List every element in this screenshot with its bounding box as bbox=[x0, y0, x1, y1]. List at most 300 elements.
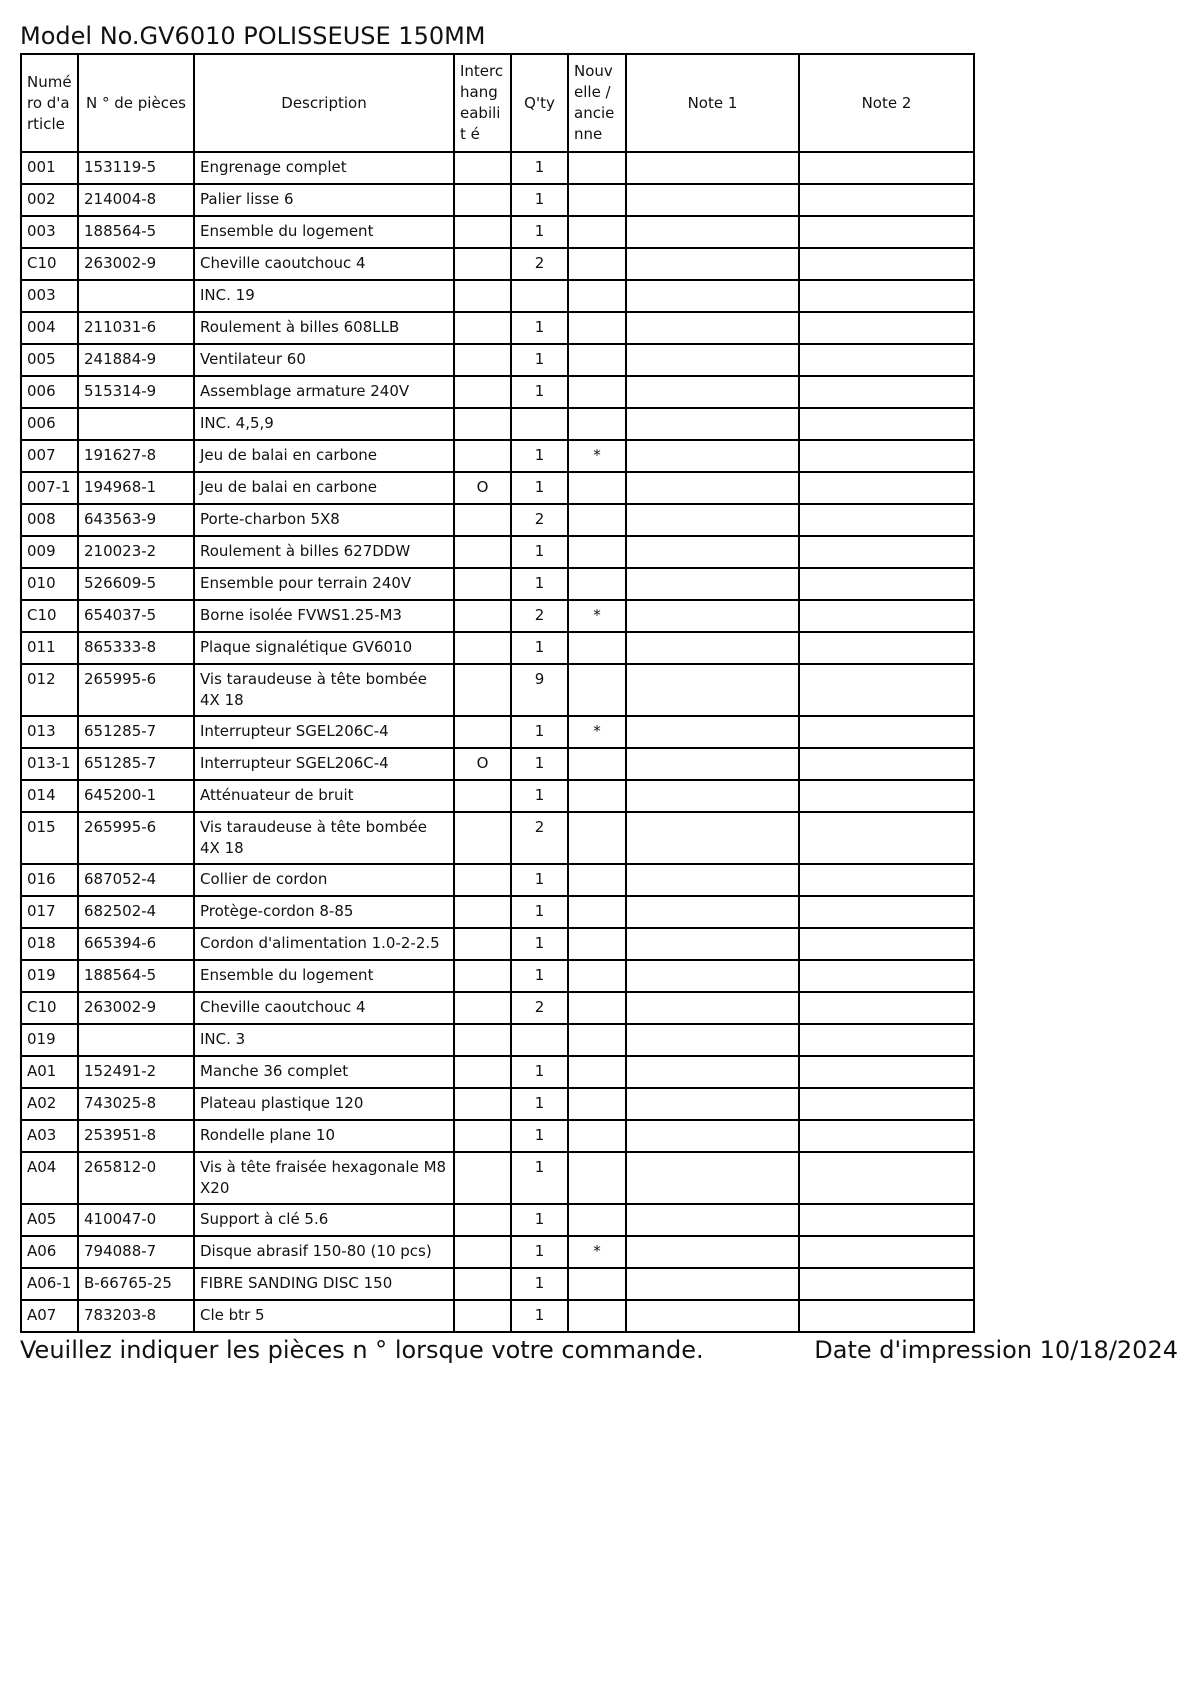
cell-item-number: 013-1 bbox=[21, 748, 78, 780]
cell-interchangeability bbox=[454, 376, 511, 408]
header-new-old: Nouv elle / ancie nne bbox=[568, 54, 626, 152]
cell-note-2 bbox=[799, 248, 974, 280]
cell-new-old bbox=[568, 280, 626, 312]
cell-quantity bbox=[511, 1024, 568, 1056]
cell-new-old bbox=[568, 536, 626, 568]
cell-description: Assemblage armature 240V bbox=[194, 376, 454, 408]
cell-new-old: * bbox=[568, 440, 626, 472]
cell-item-number: 008 bbox=[21, 504, 78, 536]
cell-new-old bbox=[568, 344, 626, 376]
cell-part-number: 153119-5 bbox=[78, 152, 194, 184]
cell-part-number: 188564-5 bbox=[78, 216, 194, 248]
table-row bbox=[21, 780, 974, 812]
cell-note-2 bbox=[799, 1204, 974, 1236]
cell-new-old bbox=[568, 1300, 626, 1332]
cell-description: Collier de cordon bbox=[194, 864, 454, 896]
header-part-number: N ° de pièces bbox=[78, 54, 194, 152]
cell-description: Vis taraudeuse à tête bombée 4X 18 bbox=[194, 812, 454, 864]
cell-note-1 bbox=[626, 152, 799, 184]
cell-quantity: 1 bbox=[511, 1120, 568, 1152]
table-row bbox=[21, 1120, 974, 1152]
table-row bbox=[21, 408, 974, 440]
table-row bbox=[21, 280, 974, 312]
cell-description: Ensemble du logement bbox=[194, 960, 454, 992]
table-row bbox=[21, 1236, 974, 1268]
cell-description: FIBRE SANDING DISC 150 bbox=[194, 1268, 454, 1300]
cell-part-number: 643563-9 bbox=[78, 504, 194, 536]
cell-part-number: 253951-8 bbox=[78, 1120, 194, 1152]
table-row bbox=[21, 376, 974, 408]
cell-interchangeability bbox=[454, 536, 511, 568]
cell-item-number: 010 bbox=[21, 568, 78, 600]
cell-new-old bbox=[568, 1204, 626, 1236]
cell-note-1 bbox=[626, 1024, 799, 1056]
cell-item-number: 001 bbox=[21, 152, 78, 184]
cell-note-1 bbox=[626, 748, 799, 780]
cell-description: Roulement à billes 608LLB bbox=[194, 312, 454, 344]
cell-note-2 bbox=[799, 440, 974, 472]
cell-new-old bbox=[568, 184, 626, 216]
cell-item-number: A06-1 bbox=[21, 1268, 78, 1300]
print-date: Date d'impression 10/18/2024 bbox=[814, 1336, 1178, 1364]
cell-note-1 bbox=[626, 280, 799, 312]
parts-table bbox=[20, 53, 975, 1333]
cell-note-2 bbox=[799, 1120, 974, 1152]
cell-description: Atténuateur de bruit bbox=[194, 780, 454, 812]
cell-description: Vis taraudeuse à tête bombée 4X 18 bbox=[194, 664, 454, 716]
cell-quantity: 1 bbox=[511, 748, 568, 780]
cell-part-number: 241884-9 bbox=[78, 344, 194, 376]
table-row bbox=[21, 1024, 974, 1056]
cell-note-2 bbox=[799, 376, 974, 408]
cell-part-number: B-66765-25 bbox=[78, 1268, 194, 1300]
cell-item-number: 013 bbox=[21, 716, 78, 748]
cell-part-number: 654037-5 bbox=[78, 600, 194, 632]
cell-note-2 bbox=[799, 1056, 974, 1088]
cell-quantity: 2 bbox=[511, 992, 568, 1024]
header-note-1: Note 1 bbox=[626, 54, 799, 152]
cell-item-number: A06 bbox=[21, 1236, 78, 1268]
table-row bbox=[21, 568, 974, 600]
cell-part-number: 526609-5 bbox=[78, 568, 194, 600]
cell-note-2 bbox=[799, 632, 974, 664]
cell-interchangeability bbox=[454, 1268, 511, 1300]
cell-interchangeability bbox=[454, 1300, 511, 1332]
cell-part-number bbox=[78, 1024, 194, 1056]
cell-note-1 bbox=[626, 812, 799, 864]
cell-note-1 bbox=[626, 600, 799, 632]
cell-interchangeability bbox=[454, 600, 511, 632]
cell-note-2 bbox=[799, 1300, 974, 1332]
cell-part-number: 410047-0 bbox=[78, 1204, 194, 1236]
table-row bbox=[21, 992, 974, 1024]
cell-part-number: 794088-7 bbox=[78, 1236, 194, 1268]
cell-part-number: 194968-1 bbox=[78, 472, 194, 504]
cell-note-2 bbox=[799, 184, 974, 216]
cell-note-2 bbox=[799, 896, 974, 928]
table-row bbox=[21, 248, 974, 280]
cell-new-old bbox=[568, 928, 626, 960]
cell-new-old bbox=[568, 1088, 626, 1120]
cell-new-old: * bbox=[568, 716, 626, 748]
cell-interchangeability bbox=[454, 216, 511, 248]
cell-note-1 bbox=[626, 992, 799, 1024]
cell-description: INC. 19 bbox=[194, 280, 454, 312]
cell-new-old bbox=[568, 992, 626, 1024]
cell-description: Manche 36 complet bbox=[194, 1056, 454, 1088]
cell-description: Porte-charbon 5X8 bbox=[194, 504, 454, 536]
table-row bbox=[21, 748, 974, 780]
cell-part-number bbox=[78, 408, 194, 440]
cell-description: Plaque signalétique GV6010 bbox=[194, 632, 454, 664]
cell-interchangeability bbox=[454, 1088, 511, 1120]
cell-item-number: A01 bbox=[21, 1056, 78, 1088]
cell-description: Engrenage complet bbox=[194, 152, 454, 184]
cell-item-number: C10 bbox=[21, 600, 78, 632]
cell-item-number: 007-1 bbox=[21, 472, 78, 504]
cell-item-number: 009 bbox=[21, 536, 78, 568]
cell-quantity: 1 bbox=[511, 472, 568, 504]
cell-item-number: 015 bbox=[21, 812, 78, 864]
table-row bbox=[21, 960, 974, 992]
cell-interchangeability bbox=[454, 1152, 511, 1204]
cell-interchangeability: O bbox=[454, 748, 511, 780]
cell-part-number: 265995-6 bbox=[78, 664, 194, 716]
cell-new-old bbox=[568, 408, 626, 440]
cell-quantity: 1 bbox=[511, 344, 568, 376]
cell-quantity: 2 bbox=[511, 600, 568, 632]
cell-note-1 bbox=[626, 408, 799, 440]
document-title: Model No.GV6010 POLISSEUSE 150MM bbox=[20, 22, 486, 50]
cell-quantity: 1 bbox=[511, 536, 568, 568]
cell-part-number: 265812-0 bbox=[78, 1152, 194, 1204]
cell-note-2 bbox=[799, 1268, 974, 1300]
cell-note-1 bbox=[626, 960, 799, 992]
cell-quantity: 1 bbox=[511, 960, 568, 992]
table-row bbox=[21, 600, 974, 632]
table-row bbox=[21, 1056, 974, 1088]
cell-note-1 bbox=[626, 1056, 799, 1088]
cell-interchangeability bbox=[454, 632, 511, 664]
cell-quantity: 2 bbox=[511, 248, 568, 280]
cell-note-2 bbox=[799, 864, 974, 896]
cell-part-number: 651285-7 bbox=[78, 748, 194, 780]
cell-note-2 bbox=[799, 664, 974, 716]
cell-note-1 bbox=[626, 504, 799, 536]
cell-new-old bbox=[568, 960, 626, 992]
cell-interchangeability bbox=[454, 960, 511, 992]
cell-description: Interrupteur SGEL206C-4 bbox=[194, 748, 454, 780]
table-row bbox=[21, 928, 974, 960]
table-row bbox=[21, 1152, 974, 1204]
cell-description: Support à clé 5.6 bbox=[194, 1204, 454, 1236]
cell-description: Jeu de balai en carbone bbox=[194, 472, 454, 504]
cell-part-number: 263002-9 bbox=[78, 992, 194, 1024]
cell-note-1 bbox=[626, 184, 799, 216]
cell-note-2 bbox=[799, 960, 974, 992]
cell-interchangeability bbox=[454, 184, 511, 216]
cell-note-2 bbox=[799, 280, 974, 312]
cell-new-old bbox=[568, 504, 626, 536]
cell-note-2 bbox=[799, 812, 974, 864]
cell-quantity: 1 bbox=[511, 896, 568, 928]
cell-item-number: 006 bbox=[21, 376, 78, 408]
cell-description: Cle btr 5 bbox=[194, 1300, 454, 1332]
cell-note-1 bbox=[626, 376, 799, 408]
table-row bbox=[21, 1204, 974, 1236]
cell-interchangeability bbox=[454, 864, 511, 896]
cell-note-1 bbox=[626, 632, 799, 664]
cell-note-1 bbox=[626, 248, 799, 280]
cell-part-number: 191627-8 bbox=[78, 440, 194, 472]
cell-note-2 bbox=[799, 536, 974, 568]
cell-note-1 bbox=[626, 928, 799, 960]
cell-quantity: 1 bbox=[511, 928, 568, 960]
cell-note-1 bbox=[626, 312, 799, 344]
cell-interchangeability bbox=[454, 1056, 511, 1088]
cell-note-1 bbox=[626, 1300, 799, 1332]
table-row bbox=[21, 1300, 974, 1332]
cell-part-number: 865333-8 bbox=[78, 632, 194, 664]
header-interchangeability: Interc hang eabilit é bbox=[454, 54, 511, 152]
cell-description: Plateau plastique 120 bbox=[194, 1088, 454, 1120]
header-quantity: Q'ty bbox=[511, 54, 568, 152]
cell-description: Cheville caoutchouc 4 bbox=[194, 992, 454, 1024]
cell-quantity bbox=[511, 408, 568, 440]
cell-item-number: 003 bbox=[21, 216, 78, 248]
cell-note-2 bbox=[799, 504, 974, 536]
cell-interchangeability bbox=[454, 440, 511, 472]
cell-note-2 bbox=[799, 780, 974, 812]
cell-interchangeability: O bbox=[454, 472, 511, 504]
table-row bbox=[21, 632, 974, 664]
header-description: Description bbox=[194, 54, 454, 152]
cell-quantity: 1 bbox=[511, 568, 568, 600]
cell-note-2 bbox=[799, 1024, 974, 1056]
cell-new-old bbox=[568, 812, 626, 864]
cell-quantity: 1 bbox=[511, 1088, 568, 1120]
cell-interchangeability bbox=[454, 812, 511, 864]
cell-interchangeability bbox=[454, 1120, 511, 1152]
table-row bbox=[21, 216, 974, 248]
cell-description: Palier lisse 6 bbox=[194, 184, 454, 216]
cell-new-old bbox=[568, 1268, 626, 1300]
cell-note-1 bbox=[626, 472, 799, 504]
table-row bbox=[21, 312, 974, 344]
cell-description: Interrupteur SGEL206C-4 bbox=[194, 716, 454, 748]
cell-part-number: 263002-9 bbox=[78, 248, 194, 280]
table-row bbox=[21, 812, 974, 864]
cell-interchangeability bbox=[454, 568, 511, 600]
cell-note-2 bbox=[799, 600, 974, 632]
cell-quantity: 9 bbox=[511, 664, 568, 716]
header-item-number: Numé ro d'a rticle bbox=[21, 54, 78, 152]
parts-table-body bbox=[21, 152, 974, 1332]
cell-interchangeability bbox=[454, 408, 511, 440]
cell-description: Protège-cordon 8-85 bbox=[194, 896, 454, 928]
cell-note-1 bbox=[626, 1236, 799, 1268]
cell-item-number: C10 bbox=[21, 992, 78, 1024]
cell-part-number: 665394-6 bbox=[78, 928, 194, 960]
cell-part-number: 651285-7 bbox=[78, 716, 194, 748]
cell-item-number: 019 bbox=[21, 960, 78, 992]
cell-interchangeability bbox=[454, 312, 511, 344]
cell-quantity: 1 bbox=[511, 864, 568, 896]
table-header-row bbox=[21, 54, 974, 152]
cell-quantity: 2 bbox=[511, 812, 568, 864]
cell-item-number: 018 bbox=[21, 928, 78, 960]
cell-quantity: 1 bbox=[511, 1204, 568, 1236]
cell-item-number: 004 bbox=[21, 312, 78, 344]
table-row bbox=[21, 472, 974, 504]
cell-interchangeability bbox=[454, 1204, 511, 1236]
cell-part-number: 687052-4 bbox=[78, 864, 194, 896]
cell-note-2 bbox=[799, 1152, 974, 1204]
cell-item-number: A07 bbox=[21, 1300, 78, 1332]
cell-new-old bbox=[568, 864, 626, 896]
table-row bbox=[21, 716, 974, 748]
cell-interchangeability bbox=[454, 152, 511, 184]
cell-description: INC. 4,5,9 bbox=[194, 408, 454, 440]
cell-description: INC. 3 bbox=[194, 1024, 454, 1056]
cell-new-old bbox=[568, 568, 626, 600]
cell-item-number: A03 bbox=[21, 1120, 78, 1152]
cell-part-number: 645200-1 bbox=[78, 780, 194, 812]
table-row bbox=[21, 184, 974, 216]
cell-new-old bbox=[568, 664, 626, 716]
cell-description: Roulement à billes 627DDW bbox=[194, 536, 454, 568]
cell-new-old: * bbox=[568, 1236, 626, 1268]
cell-note-1 bbox=[626, 1204, 799, 1236]
table-row bbox=[21, 664, 974, 716]
cell-part-number: 188564-5 bbox=[78, 960, 194, 992]
table-row bbox=[21, 344, 974, 376]
cell-note-1 bbox=[626, 664, 799, 716]
cell-new-old bbox=[568, 1152, 626, 1204]
cell-quantity: 1 bbox=[511, 1056, 568, 1088]
cell-item-number: 003 bbox=[21, 280, 78, 312]
cell-interchangeability bbox=[454, 280, 511, 312]
cell-item-number: 014 bbox=[21, 780, 78, 812]
cell-description: Vis à tête fraisée hexagonale M8 X20 bbox=[194, 1152, 454, 1204]
cell-part-number bbox=[78, 280, 194, 312]
cell-quantity: 1 bbox=[511, 376, 568, 408]
cell-new-old bbox=[568, 632, 626, 664]
cell-note-2 bbox=[799, 408, 974, 440]
cell-part-number: 211031-6 bbox=[78, 312, 194, 344]
cell-quantity: 1 bbox=[511, 1268, 568, 1300]
cell-quantity: 1 bbox=[511, 152, 568, 184]
cell-item-number: 006 bbox=[21, 408, 78, 440]
cell-new-old bbox=[568, 1024, 626, 1056]
cell-note-2 bbox=[799, 344, 974, 376]
cell-note-2 bbox=[799, 992, 974, 1024]
cell-quantity: 1 bbox=[511, 440, 568, 472]
cell-new-old bbox=[568, 248, 626, 280]
cell-new-old: * bbox=[568, 600, 626, 632]
cell-new-old bbox=[568, 1120, 626, 1152]
cell-quantity: 1 bbox=[511, 312, 568, 344]
cell-note-1 bbox=[626, 440, 799, 472]
table-row bbox=[21, 1268, 974, 1300]
cell-part-number: 515314-9 bbox=[78, 376, 194, 408]
cell-interchangeability bbox=[454, 344, 511, 376]
cell-note-1 bbox=[626, 1120, 799, 1152]
cell-interchangeability bbox=[454, 248, 511, 280]
cell-description: Disque abrasif 150-80 (10 pcs) bbox=[194, 1236, 454, 1268]
cell-note-2 bbox=[799, 216, 974, 248]
cell-part-number: 214004-8 bbox=[78, 184, 194, 216]
cell-quantity: 1 bbox=[511, 632, 568, 664]
cell-description: Rondelle plane 10 bbox=[194, 1120, 454, 1152]
cell-note-1 bbox=[626, 780, 799, 812]
cell-new-old bbox=[568, 896, 626, 928]
cell-note-1 bbox=[626, 1268, 799, 1300]
cell-note-2 bbox=[799, 1088, 974, 1120]
cell-interchangeability bbox=[454, 992, 511, 1024]
cell-interchangeability bbox=[454, 896, 511, 928]
cell-part-number: 682502-4 bbox=[78, 896, 194, 928]
cell-part-number: 210023-2 bbox=[78, 536, 194, 568]
cell-item-number: C10 bbox=[21, 248, 78, 280]
table-row bbox=[21, 1088, 974, 1120]
cell-item-number: A02 bbox=[21, 1088, 78, 1120]
cell-note-2 bbox=[799, 1236, 974, 1268]
cell-description: Borne isolée FVWS1.25-M3 bbox=[194, 600, 454, 632]
cell-quantity: 1 bbox=[511, 716, 568, 748]
cell-part-number: 783203-8 bbox=[78, 1300, 194, 1332]
cell-description: Jeu de balai en carbone bbox=[194, 440, 454, 472]
cell-interchangeability bbox=[454, 716, 511, 748]
table-row bbox=[21, 896, 974, 928]
cell-item-number: A05 bbox=[21, 1204, 78, 1236]
cell-new-old bbox=[568, 472, 626, 504]
cell-new-old bbox=[568, 216, 626, 248]
cell-item-number: 002 bbox=[21, 184, 78, 216]
cell-item-number: 016 bbox=[21, 864, 78, 896]
cell-quantity: 1 bbox=[511, 1236, 568, 1268]
cell-new-old bbox=[568, 312, 626, 344]
cell-quantity: 1 bbox=[511, 184, 568, 216]
cell-interchangeability bbox=[454, 780, 511, 812]
cell-note-1 bbox=[626, 896, 799, 928]
cell-interchangeability bbox=[454, 928, 511, 960]
cell-description: Ensemble du logement bbox=[194, 216, 454, 248]
cell-part-number: 152491-2 bbox=[78, 1056, 194, 1088]
cell-note-2 bbox=[799, 312, 974, 344]
cell-quantity bbox=[511, 280, 568, 312]
cell-interchangeability bbox=[454, 664, 511, 716]
cell-interchangeability bbox=[454, 1236, 511, 1268]
cell-description: Cheville caoutchouc 4 bbox=[194, 248, 454, 280]
table-row bbox=[21, 440, 974, 472]
cell-part-number: 265995-6 bbox=[78, 812, 194, 864]
cell-note-1 bbox=[626, 344, 799, 376]
cell-quantity: 1 bbox=[511, 1152, 568, 1204]
table-row bbox=[21, 536, 974, 568]
cell-description: Ensemble pour terrain 240V bbox=[194, 568, 454, 600]
cell-note-1 bbox=[626, 864, 799, 896]
cell-item-number: 019 bbox=[21, 1024, 78, 1056]
cell-item-number: 011 bbox=[21, 632, 78, 664]
cell-note-2 bbox=[799, 152, 974, 184]
cell-interchangeability bbox=[454, 504, 511, 536]
cell-quantity: 1 bbox=[511, 216, 568, 248]
cell-note-1 bbox=[626, 216, 799, 248]
cell-new-old bbox=[568, 152, 626, 184]
cell-item-number: A04 bbox=[21, 1152, 78, 1204]
cell-part-number: 743025-8 bbox=[78, 1088, 194, 1120]
